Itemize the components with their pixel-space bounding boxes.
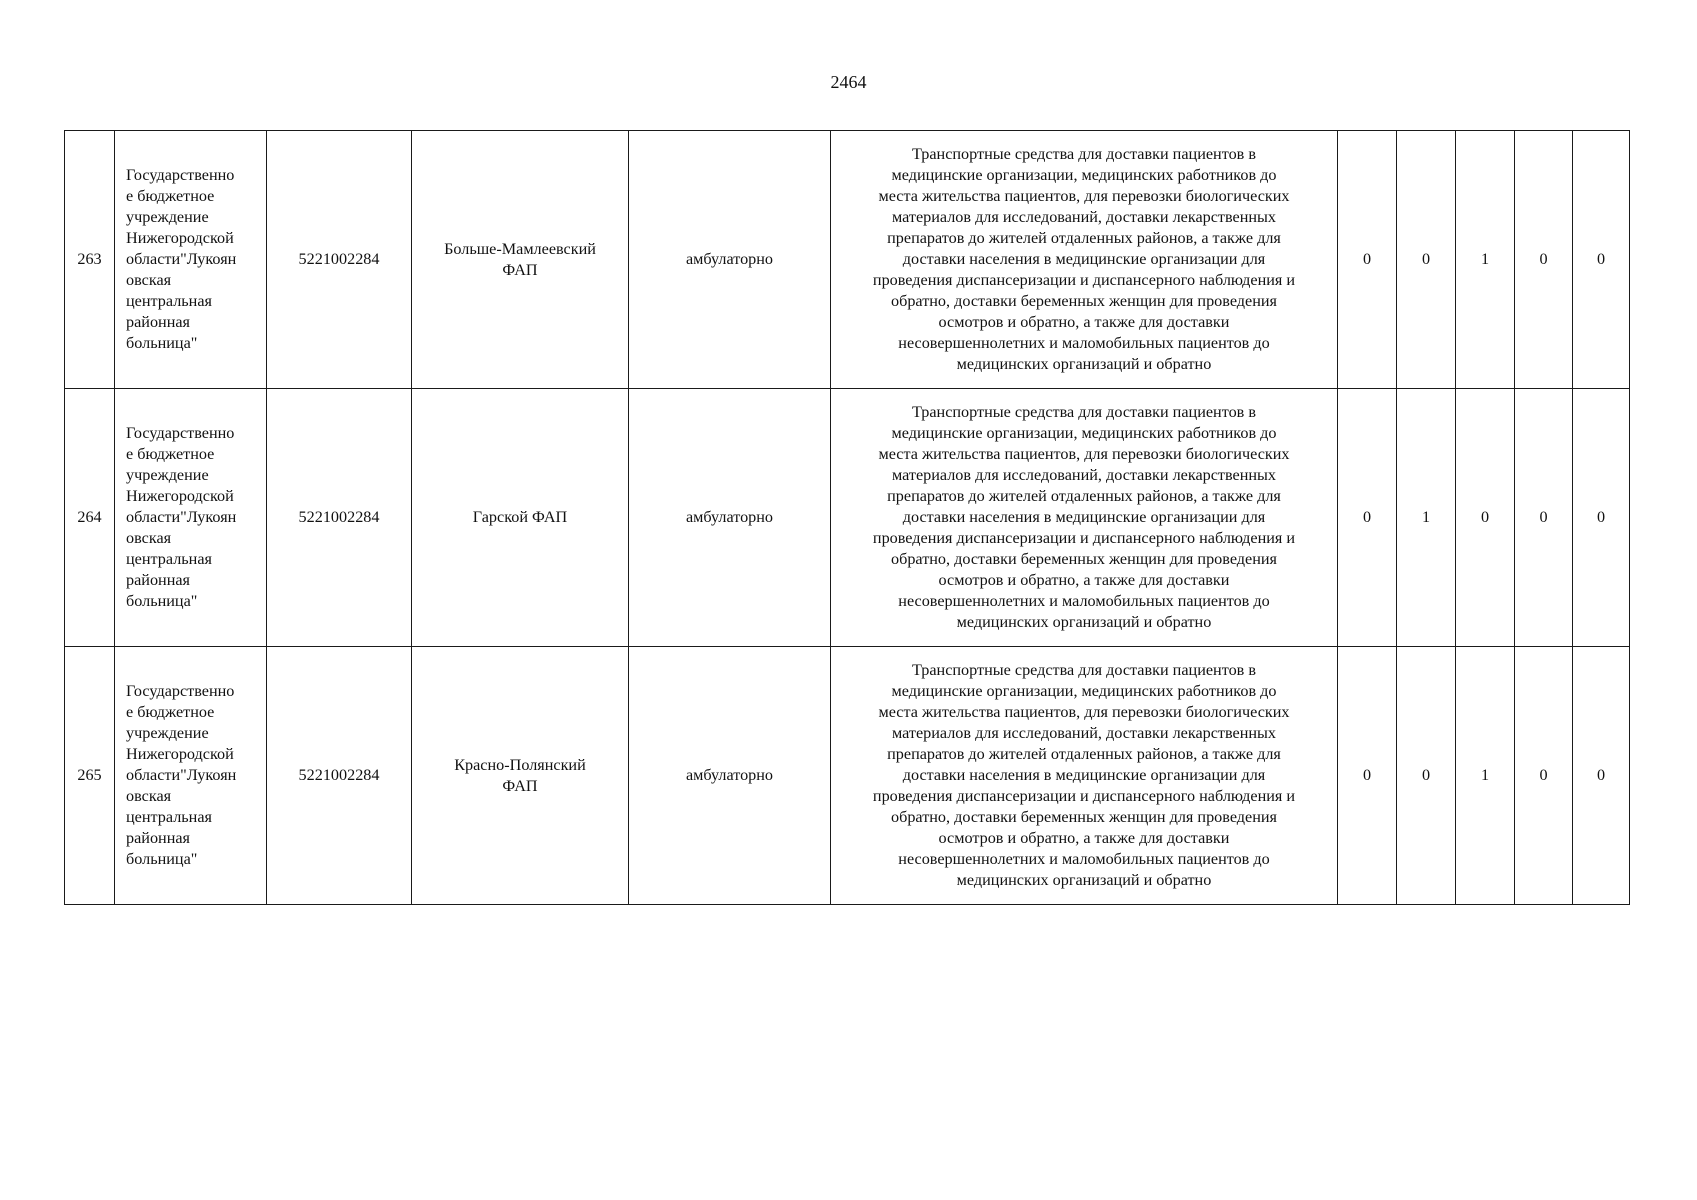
text-line: Государственно: [126, 424, 235, 442]
text-line: больница": [126, 850, 198, 868]
inn: 5221002284: [267, 647, 412, 905]
text-line: места жительства пациентов, для перевозки биологических: [878, 187, 1290, 205]
text-line: учреждение: [126, 466, 209, 484]
text-line: обратно, доставки беременных женщин для проведения: [891, 808, 1277, 826]
text-line: доставки населения в медицинские организации для: [902, 508, 1266, 526]
text-line: препаратов до жителей отдаленных районов, а также для: [887, 745, 1281, 763]
care-condition: амбулаторно: [629, 647, 831, 905]
value-cell: 0: [1397, 647, 1456, 905]
text-line: Нижегородской: [126, 229, 234, 247]
value-cell: 0: [1456, 389, 1515, 647]
text-line: районная: [126, 829, 190, 847]
facility-name: [412, 131, 629, 389]
organization-name: [115, 131, 267, 389]
text-line: Нижегородской: [126, 745, 234, 763]
text-line: ФАП: [502, 260, 538, 279]
text-line: области"Лукоян: [126, 766, 237, 784]
text-line: учреждение: [126, 208, 209, 226]
text-line: места жительства пациентов, для перевозки биологических: [878, 703, 1290, 721]
text-line: Транспортные средства для доставки пациентов в: [912, 403, 1256, 421]
text-line: медицинских организаций и обратно: [956, 871, 1212, 889]
text-line: Гарской ФАП: [472, 508, 568, 526]
text-line: осмотров и обратно, а также для доставки: [938, 313, 1230, 331]
care-condition: амбулаторно: [629, 389, 831, 647]
text-line: несовершеннолетних и маломобильных пациентов до: [898, 592, 1270, 610]
text-line: Государственно: [126, 682, 235, 700]
text-line: учреждение: [126, 724, 209, 742]
text-line: доставки населения в медицинские организации для: [902, 766, 1266, 784]
text-line: осмотров и обратно, а также для доставки: [938, 571, 1230, 589]
text-line: проведения диспансеризации и диспансерного наблюдения и: [872, 529, 1296, 547]
text-line: области"Лукоян: [126, 508, 237, 526]
text-line: проведения диспансеризации и диспансерного наблюдения и: [872, 271, 1296, 289]
text-line: Государственно: [126, 166, 235, 184]
text-line: овская: [126, 271, 172, 289]
text-line: ФАП: [502, 776, 538, 795]
data-table: [64, 130, 1630, 905]
text-line: районная: [126, 313, 190, 331]
text-line: овская: [126, 529, 172, 547]
facility-name: [412, 647, 629, 905]
organization-name: [115, 389, 267, 647]
text-line: больница": [126, 334, 198, 352]
vehicle-description: [831, 389, 1338, 647]
text-line: обратно, доставки беременных женщин для проведения: [891, 292, 1277, 310]
text-line: медицинские организации, медицинских работников до: [891, 424, 1277, 442]
text-line: е бюджетное: [126, 187, 215, 205]
value-cell: 0: [1573, 647, 1630, 905]
value-cell: 1: [1456, 647, 1515, 905]
value-cell: 0: [1515, 389, 1573, 647]
text-line: центральная: [126, 808, 212, 826]
row-number: 264: [65, 389, 115, 647]
text-line: Нижегородской: [126, 487, 234, 505]
table-row: [65, 647, 1630, 905]
text-line: материалов для исследований, доставки лекарственных: [891, 208, 1277, 226]
text-line: доставки населения в медицинские организации для: [902, 250, 1266, 268]
value-cell: 0: [1338, 389, 1397, 647]
text-line: области"Лукоян: [126, 250, 237, 268]
value-cell: 0: [1515, 131, 1573, 389]
text-line: обратно, доставки беременных женщин для проведения: [891, 550, 1277, 568]
care-condition: амбулаторно: [629, 131, 831, 389]
row-number: 265: [65, 647, 115, 905]
text-line: центральная: [126, 550, 212, 568]
text-line: препаратов до жителей отдаленных районов, а также для: [887, 229, 1281, 247]
value-cell: 1: [1456, 131, 1515, 389]
text-line: Транспортные средства для доставки пациентов в: [912, 145, 1256, 163]
text-line: е бюджетное: [126, 703, 215, 721]
row-number: 263: [65, 131, 115, 389]
table-body: [65, 131, 1630, 905]
vehicle-description: [831, 647, 1338, 905]
value-cell: 0: [1515, 647, 1573, 905]
text-line: препаратов до жителей отдаленных районов, а также для: [887, 487, 1281, 505]
text-line: е бюджетное: [126, 445, 215, 463]
text-line: несовершеннолетних и маломобильных пациентов до: [898, 334, 1270, 352]
text-line: Больше-Мамлеевский: [444, 239, 596, 258]
value-cell: 0: [1338, 647, 1397, 905]
text-line: медицинских организаций и обратно: [956, 355, 1212, 373]
organization-name: [115, 647, 267, 905]
value-cell: 0: [1573, 389, 1630, 647]
value-cell: 0: [1573, 131, 1630, 389]
text-line: медицинских организаций и обратно: [956, 613, 1212, 631]
text-line: центральная: [126, 292, 212, 310]
value-cell: 0: [1397, 131, 1456, 389]
text-line: проведения диспансеризации и диспансерного наблюдения и: [872, 787, 1296, 805]
text-line: несовершеннолетних и маломобильных пациентов до: [898, 850, 1270, 868]
text-line: места жительства пациентов, для перевозки биологических: [878, 445, 1290, 463]
value-cell: 0: [1338, 131, 1397, 389]
text-line: медицинские организации, медицинских работников до: [891, 682, 1277, 700]
text-line: овская: [126, 787, 172, 805]
page-number: 2464: [830, 72, 867, 92]
text-line: районная: [126, 571, 190, 589]
table-row: [65, 131, 1630, 389]
vehicle-description: [831, 131, 1338, 389]
text-line: Транспортные средства для доставки пациентов в: [912, 661, 1256, 679]
inn: 5221002284: [267, 131, 412, 389]
text-line: медицинские организации, медицинских работников до: [891, 166, 1277, 184]
text-line: осмотров и обратно, а также для доставки: [938, 829, 1230, 847]
inn: 5221002284: [267, 389, 412, 647]
value-cell: 1: [1397, 389, 1456, 647]
facility-name: [412, 389, 629, 647]
text-line: материалов для исследований, доставки лекарственных: [891, 724, 1277, 742]
text-line: больница": [126, 592, 198, 610]
text-line: Красно-Полянский: [454, 755, 586, 774]
text-line: материалов для исследований, доставки лекарственных: [891, 466, 1277, 484]
table-row: [65, 389, 1630, 647]
